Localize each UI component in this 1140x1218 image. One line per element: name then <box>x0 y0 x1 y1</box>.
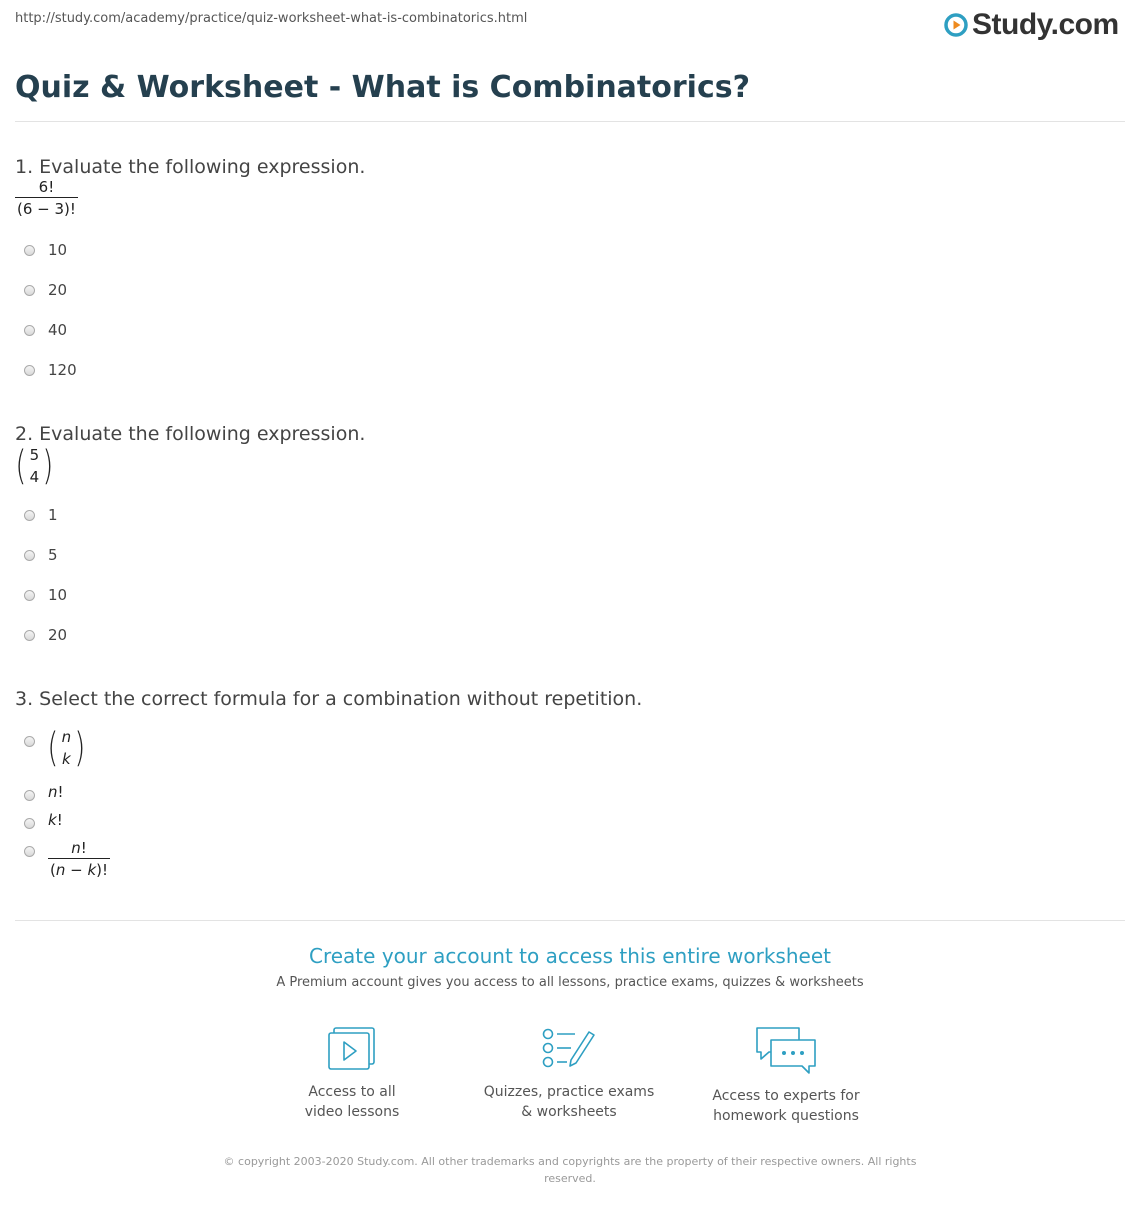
left-paren: ( <box>15 443 27 489</box>
feature-line-2: & worksheets <box>521 1104 617 1120</box>
copyright <box>210 1153 930 1187</box>
feature-line-2: homework questions <box>713 1108 859 1124</box>
question-3-option[interactable] <box>24 782 64 801</box>
radio-button[interactable] <box>24 630 35 641</box>
option-formula <box>48 783 64 801</box>
video-lesson-icon <box>326 1026 378 1072</box>
option-label: 40 <box>48 321 68 339</box>
option-label: 1 <box>48 506 58 524</box>
option-binomial <box>45 726 88 770</box>
feature-line-1: Access to experts for <box>712 1088 860 1104</box>
radio-button[interactable] <box>24 550 35 561</box>
binom-top: 5 <box>29 446 40 464</box>
numerator: n! <box>71 839 87 857</box>
study-logo[interactable] <box>944 8 1119 42</box>
chat-experts-icon <box>753 1026 819 1076</box>
question-1-prompt: 1. Evaluate the following expression. <box>15 156 366 178</box>
right-paren: ) <box>74 725 86 771</box>
right-paren: ) <box>42 443 54 489</box>
question-1-option[interactable] <box>24 241 67 259</box>
page-title: Quiz & Worksheet - What is Combinatorics? <box>15 70 750 105</box>
binom-top: n <box>61 728 72 746</box>
binom-bottom: 4 <box>29 468 40 486</box>
option-label: 10 <box>48 241 68 259</box>
question-3-option[interactable] <box>24 810 63 829</box>
feature-video-lessons <box>252 1026 452 1122</box>
divider <box>15 920 1125 921</box>
numerator: 6! <box>38 178 55 196</box>
feature-experts <box>686 1026 886 1126</box>
feature-line-1: Quizzes, practice exams <box>483 1084 655 1100</box>
question-1-option[interactable] <box>24 281 67 299</box>
radio-button[interactable] <box>24 285 35 296</box>
copyright-line-2: reserved. <box>544 1172 596 1185</box>
radio-button[interactable] <box>24 790 35 801</box>
option-label: 120 <box>48 361 77 379</box>
cta-subtitle: A Premium account gives you access to all lessons, practice exams, quizzes & worksheets <box>276 975 864 990</box>
variable: k <box>48 810 57 829</box>
left-paren: ( <box>47 725 59 771</box>
radio-button[interactable] <box>24 846 35 857</box>
denominator: (n − k)! <box>50 861 109 879</box>
question-2-option[interactable] <box>24 586 67 604</box>
feature-line-2: video lessons <box>304 1104 400 1120</box>
factorial: ! <box>56 810 63 829</box>
radio-button[interactable] <box>24 590 35 601</box>
question-2-option[interactable] <box>24 546 58 564</box>
divider <box>15 121 1125 122</box>
denominator: (6 − 3)! <box>17 200 76 218</box>
feature-quizzes <box>469 1026 669 1122</box>
question-1-expression <box>15 177 78 220</box>
option-formula <box>48 838 110 881</box>
radio-button[interactable] <box>24 245 35 256</box>
copyright-line-1: © copyright 2003-2020 Study.com. All other trademarks and copyrights are the property of their respective owners. All rights <box>223 1155 917 1168</box>
logo-text: Study.com <box>972 8 1119 41</box>
option-label: 20 <box>48 281 68 299</box>
radio-button[interactable] <box>24 818 35 829</box>
option-label: 20 <box>48 626 68 644</box>
option-label: 10 <box>48 586 68 604</box>
create-account-link[interactable]: Create your account to access this entire worksheet <box>309 944 831 968</box>
radio-button[interactable] <box>24 510 35 521</box>
question-2-option[interactable] <box>24 626 67 644</box>
question-3-option[interactable] <box>24 838 110 881</box>
question-3-prompt: 3. Select the correct formula for a combination without repetition. <box>15 688 643 710</box>
variable: n <box>48 782 58 801</box>
quiz-checklist-icon <box>541 1026 597 1072</box>
question-3-option[interactable] <box>24 726 88 770</box>
question-2-expression <box>13 444 56 488</box>
option-formula <box>48 811 63 829</box>
factorial: ! <box>57 782 64 801</box>
page-url: http://study.com/academy/practice/quiz-worksheet-what-is-combinatorics.html <box>15 11 528 26</box>
radio-button[interactable] <box>24 325 35 336</box>
play-logo-icon <box>944 13 968 37</box>
option-label: 5 <box>48 546 58 564</box>
radio-button[interactable] <box>24 736 35 747</box>
question-2-prompt: 2. Evaluate the following expression. <box>15 423 366 445</box>
feature-line-1: Access to all <box>308 1084 396 1100</box>
question-1-option[interactable] <box>24 321 67 339</box>
radio-button[interactable] <box>24 365 35 376</box>
question-1-option[interactable] <box>24 361 77 379</box>
binom-bottom: k <box>62 750 71 768</box>
question-2-option[interactable] <box>24 506 58 524</box>
